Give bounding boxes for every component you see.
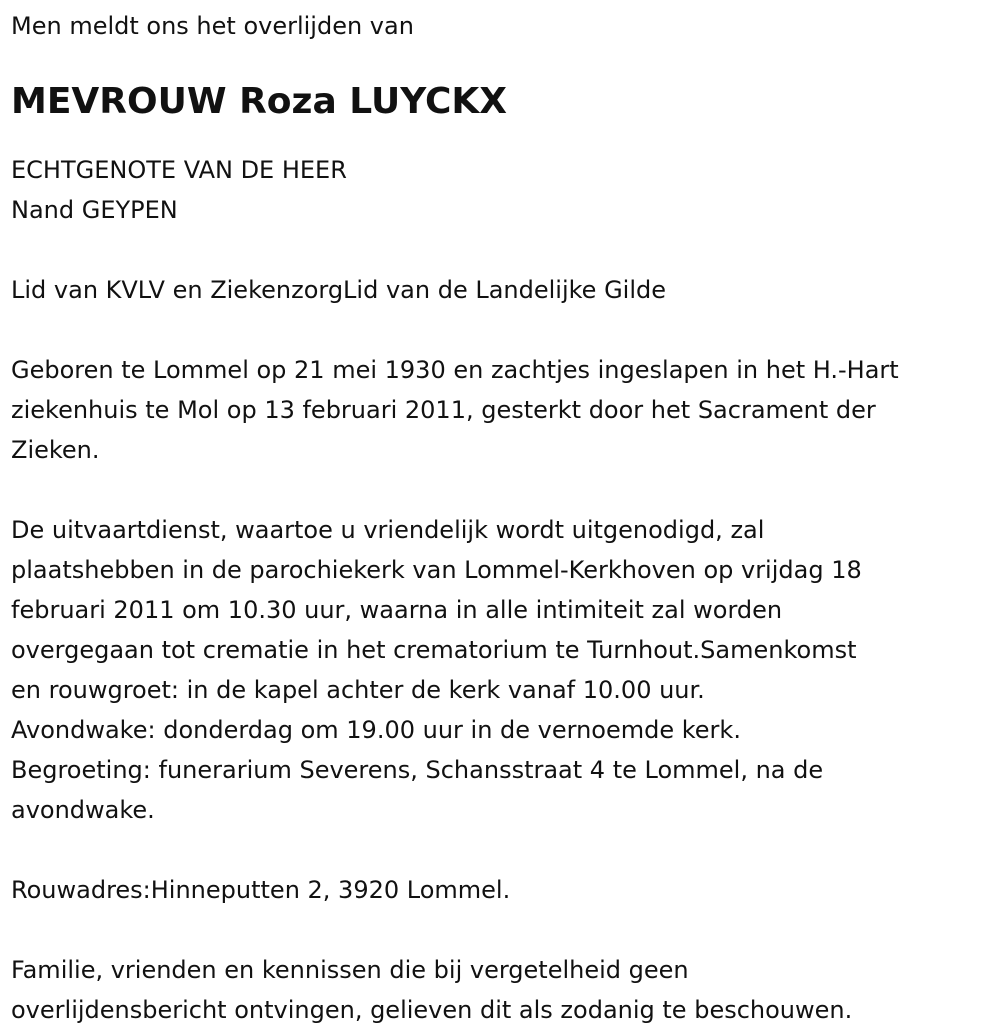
birth-death-line: ziekenhuis te Mol op 13 februari 2011, gesterkt door het Sacrament der [11,396,876,425]
closing-line: Familie, vrienden en kennissen die bij vergetelheid geen [11,956,689,985]
funeral-line: Avondwake: donderdag om 19.00 uur in de vernoemde kerk. [11,716,741,745]
death-notice [11,6,991,1030]
funeral-line: plaatshebben in de parochiekerk van Lommel-Kerkhoven op vrijdag 18 [11,556,862,585]
intro-text: Men meldt ons het overlijden van [11,12,414,40]
closing-line: overlijdensbericht ontvingen, gelieven dit als zodanig te beschouwen. [11,996,853,1025]
birth-death-line: Geboren te Lommel op 21 mei 1930 en zachtjes ingeslapen in het H.-Hart [11,356,899,385]
spouse-name: Nand GEYPEN [11,196,178,225]
funeral-line: De uitvaartdienst, waartoe u vriendelijk wordt uitgenodigd, zal [11,516,765,545]
funeral-line: Begroeting: funerarium Severens, Schansstraat 4 te Lommel, na de [11,756,824,785]
mourning-address: Rouwadres:Hinneputten 2, 3920 Lommel. [11,876,511,905]
spouse-title: ECHTGENOTE VAN DE HEER [11,156,347,185]
spacer [11,310,991,350]
funeral-line: avondwake. [11,796,155,825]
spacer [11,910,991,950]
spacer [11,830,991,870]
spacer [11,470,991,510]
deceased-name: MEVROUW Roza LUYCKX [11,81,508,122]
spacer [11,230,991,270]
funeral-line: februari 2011 om 10.30 uur, waarna in alle intimiteit zal worden [11,596,783,625]
funeral-line: en rouwgroet: in de kapel achter de kerk vanaf 10.00 uur. [11,676,705,705]
membership-text: Lid van KVLV en ZiekenzorgLid van de Landelijke Gilde [11,276,666,305]
funeral-line: overgegaan tot crematie in het crematorium te Turnhout.Samenkomst [11,636,857,665]
birth-death-line: Zieken. [11,436,100,465]
